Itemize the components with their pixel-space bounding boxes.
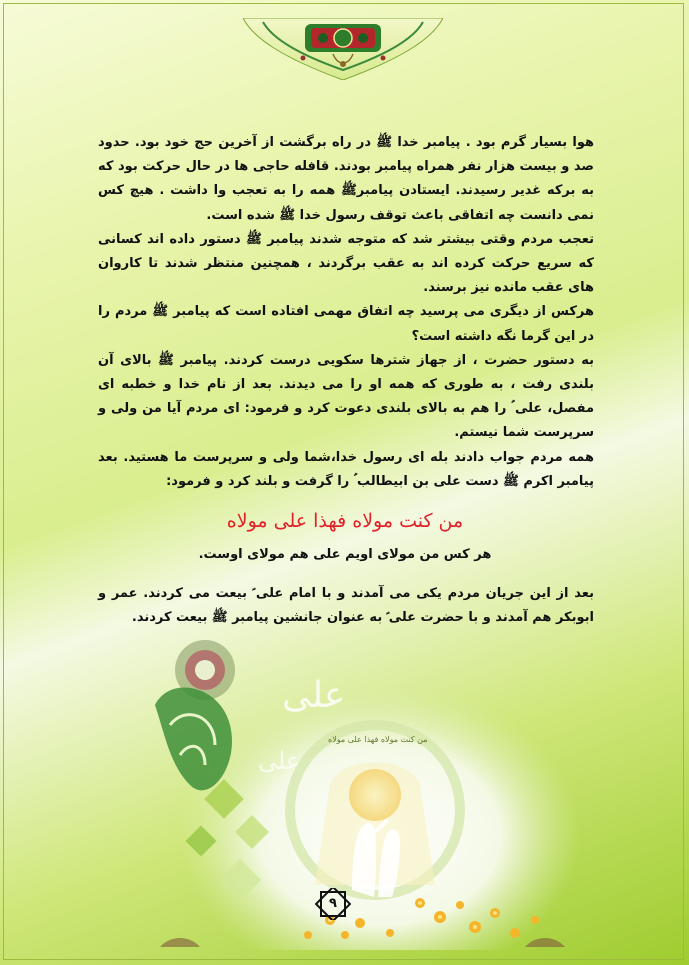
bottom-illustration [130,635,580,950]
top-ornament [243,18,443,80]
closing-paragraph: بعد از این جریان مردم یکی می آمدند و با امام علی ؑ بیعت می کردند. عمر و ابوبکر هم آمدند و با حضرت علی ؑ به عنوان جانشین پیامبر ﷺ بیعت کردند. [98,586,594,625]
illustration-artwork [130,635,580,950]
calligraphy-ali-small: علی [258,747,301,775]
story-text [98,131,594,494]
calligraphy-ali-main: علی [282,675,346,716]
hadith-translation: هر کس من مولای اویم علی هم مولای اوست. [198,547,492,562]
page-number: ۹ [329,896,337,911]
hadith-quote: من کنت مولاه فهذا علی مولاه [226,510,464,532]
paragraph-4: به دستور حضرت ، از جهاز شترها سکویی درست کردند. پیامبر ﷺ بالای آن بلندی رفت ، به طوری که همه او را می دیدند. بعد از نام خدا و خطبه ای مفصل، علی ؑ را هم به بالای بلندی دعوت کرد و فرمود: ای مردم آیا من ولی و سرپرست شما نیستم. [98,352,594,441]
paragraph-2: تعجب مردم وقتی بیشتر شد که متوجه شدند پیامبر ﷺ دستور داده اند کسانی که سریع حرکت کرده اند به عقب برگردند ، همچنین منتظر شدند تا کاروان های عقب مانده نیز برسند. [98,231,594,296]
paragraph-5: همه مردم جواب دادند بله ای رسول خدا،شما ولی و سرپرست ما هستید. بعد پیامبر اکرم ﷺ دست علی بن ابیطالب ؑ را گرفت و بلند کرد و فرمود: [98,449,594,489]
paragraph-3: هرکس از دیگری می پرسید چه اتفاق مهمی افتاده است که پیامبر ﷺ مردم را در این گرما نگه داشته است؟ [98,304,594,344]
dome-caption: من کنت مولاه فهذا علی مولاه [328,735,428,744]
paragraph-1: هوا بسیار گرم بود . پیامبر خدا ﷺ در راه برگشت از آخرین حج خود بود. حدود صد و بیست هزار نفر همراه پیامبر بودند. قافله حاجی ها در حال حرکت بود که به برکه غدیر رسیدند. ایستادن پیامبرﷺ همه را به تعجب وا داشت . هیچ کس نمی دانست چه اتفاقی باعث توقف رسول خدا ﷺ شده است. [98,135,594,223]
